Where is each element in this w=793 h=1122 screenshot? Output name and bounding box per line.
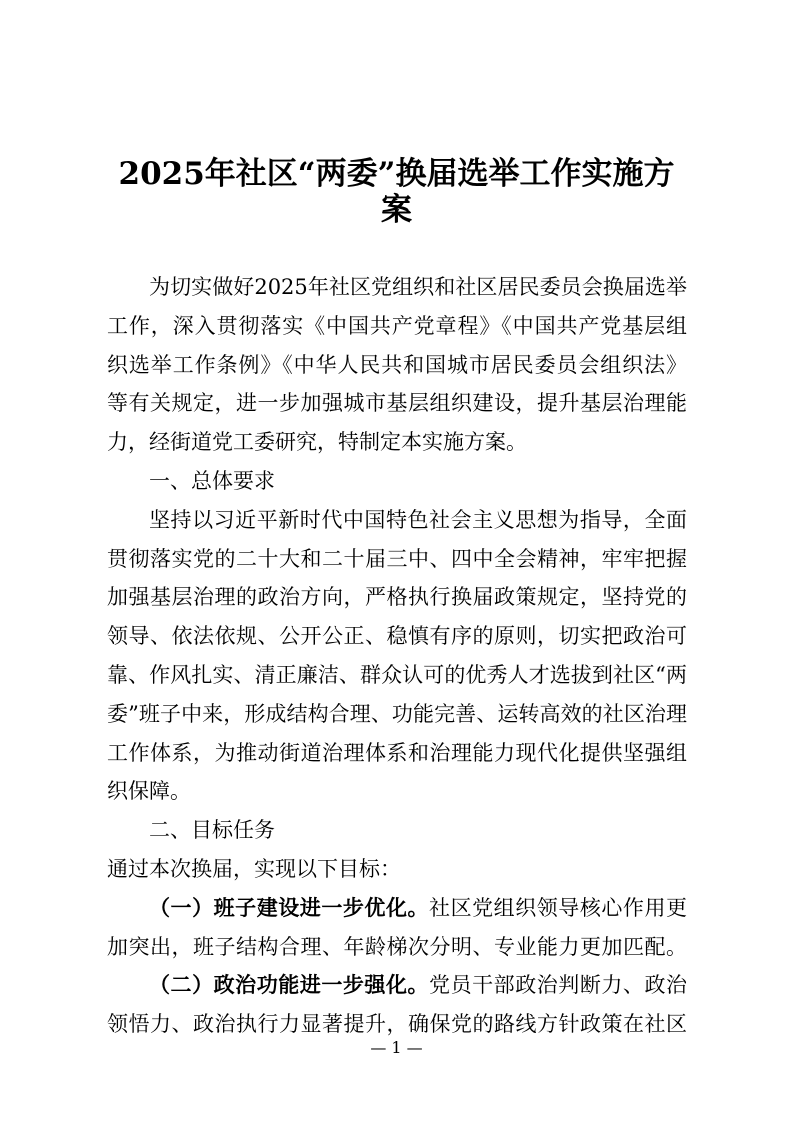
- section-heading: [107, 462, 687, 501]
- line-text: 织保障。: [107, 779, 191, 804]
- text-line: [107, 695, 687, 734]
- bold-lead-text: （二）政治功能进一步强化。: [149, 972, 430, 998]
- section-heading: [107, 811, 687, 850]
- line-text: 加强基层治理的政治方向，严格执行换届政策规定，坚持党的: [107, 585, 687, 610]
- line-text: 一、总体要求: [149, 468, 275, 493]
- line-text: 党员干部政治判断力、政治: [429, 973, 688, 998]
- text-line: [107, 384, 687, 423]
- text-line: [107, 501, 687, 540]
- text-line: [107, 734, 687, 773]
- line-text: 力，经街道党工委研究，特制定本实施方案。: [107, 430, 527, 455]
- page-number: — 1 —: [370, 1038, 423, 1057]
- line-text: 等有关规定，进一步加强城市基层组织建设，提升基层治理能: [107, 391, 687, 416]
- document-body: [107, 268, 687, 1044]
- line-text: 领导、依法依规、公开公正、稳慎有序的原则，切实把政治可: [107, 624, 687, 649]
- line-text: 加突出，班子结构合理、年龄梯次分明、专业能力更加匹配。: [107, 934, 687, 959]
- text-line: [107, 578, 687, 617]
- text-line: [107, 540, 687, 579]
- line-text: 靠、作风扎实、清正廉洁、群众认可的优秀人才选拔到社区“两: [107, 662, 687, 687]
- line-text: 工作，深入贯彻落实《中国共产党章程》《中国共产党基层组: [107, 313, 687, 338]
- line-text: 委”班子中来，形成结构合理、功能完善、运转高效的社区治理: [107, 701, 687, 726]
- text-line: [107, 423, 687, 462]
- line-text: 通过本次换届，实现以下目标：: [107, 856, 401, 881]
- line-text: 二、目标任务: [149, 818, 275, 843]
- line-text: 工作体系，为推动街道治理体系和治理能力现代化提供坚强组: [107, 740, 687, 765]
- text-line: [107, 656, 687, 695]
- bold-lead-text: （一）班子建设进一步优化。: [149, 894, 430, 920]
- text-line: [107, 268, 687, 307]
- line-text: 为切实做好2025年社区党组织和社区居民委员会换届选举: [149, 275, 687, 299]
- text-line: [107, 772, 687, 811]
- document-title-line-2: 案: [381, 192, 412, 228]
- text-line: [107, 928, 687, 967]
- text-line: [107, 307, 687, 346]
- text-line: [107, 346, 687, 385]
- line-text: 社区党组织领导核心作用更: [429, 895, 688, 920]
- text-line: [107, 617, 687, 656]
- line-text: 织选举工作条例》《中华人民共和国城市居民委员会组织法》: [107, 352, 687, 377]
- text-line: [107, 889, 687, 928]
- line-text: 贯彻落实党的二十大和二十届三中、四中全会精神，牢牢把握: [107, 546, 687, 571]
- document-title-line-1: 2025年社区“两委”换届选举工作实施方: [118, 156, 675, 192]
- text-line: [107, 850, 687, 889]
- text-line: [107, 966, 687, 1005]
- line-text: 坚持以习近平新时代中国特色社会主义思想为指导，全面: [149, 507, 687, 532]
- line-text: 领悟力、政治执行力显著提升，确保党的路线方针政策在社区: [107, 1012, 687, 1037]
